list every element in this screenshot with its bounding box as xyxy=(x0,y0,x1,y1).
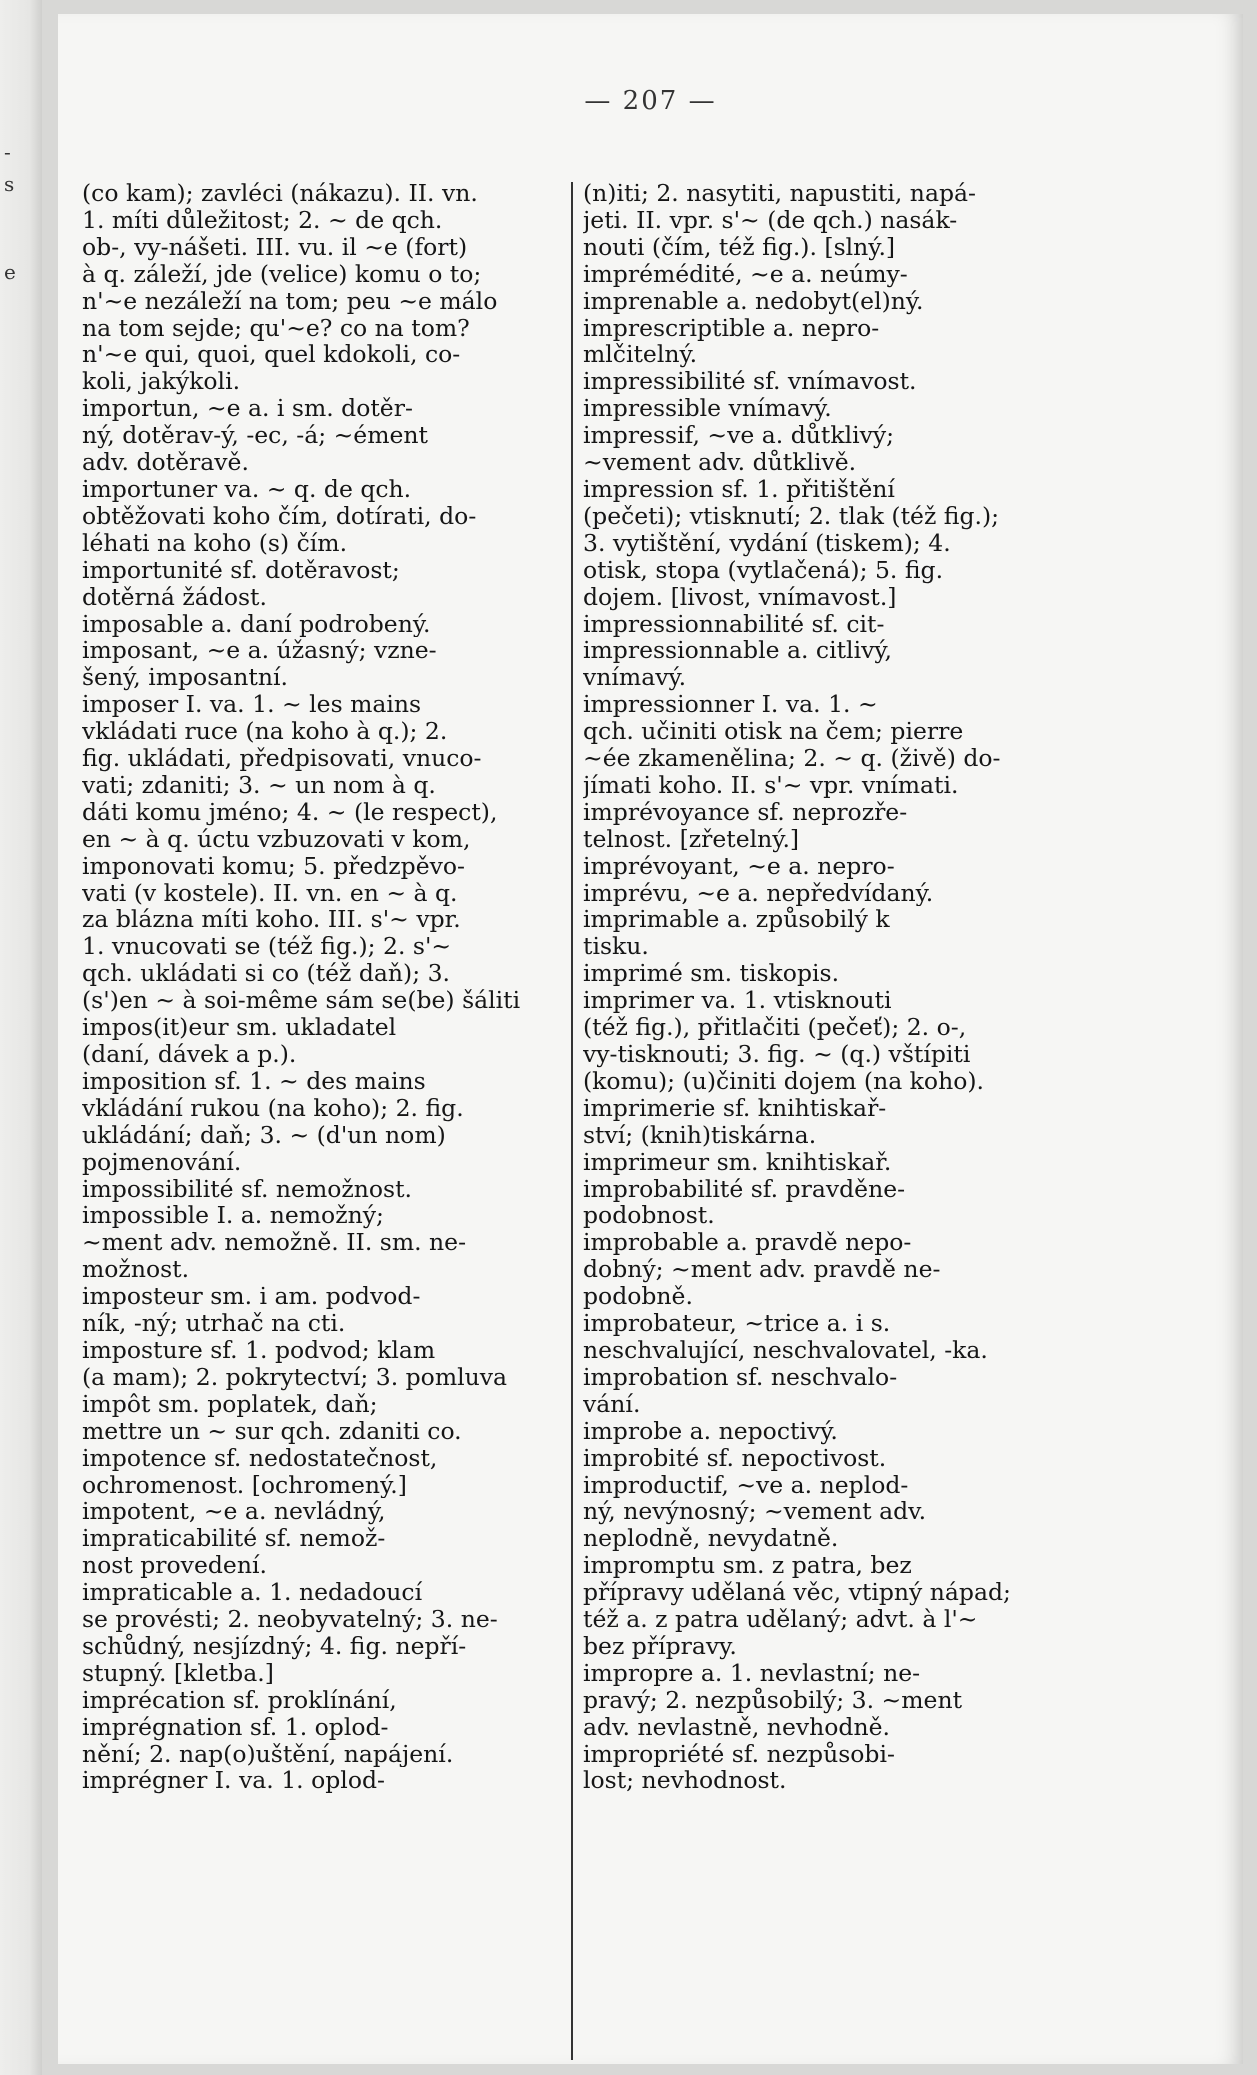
dictionary-line: dojem. [livost, vnímavost.] xyxy=(583,583,897,611)
dictionary-line: qch. ukládati si co (též daň); 3. xyxy=(82,960,451,988)
dictionary-page xyxy=(58,14,1243,2064)
dictionary-line: imponovati komu; 5. předzpěvo- xyxy=(82,852,465,880)
dictionary-line: dobný; ~ment adv. pravdě ne- xyxy=(583,1256,941,1284)
dictionary-line: vnímavý. xyxy=(583,664,687,692)
dictionary-line: impression sf. 1. přitištění xyxy=(583,475,895,503)
dictionary-line: improbité sf. nepoctivost. xyxy=(583,1444,887,1472)
right-column xyxy=(583,180,1047,1794)
edge-character: - xyxy=(4,140,11,164)
dictionary-line: impromptu sm. z patra, bez xyxy=(583,1552,912,1580)
dictionary-line: impropre a. 1. nevlastní; ne- xyxy=(583,1659,921,1687)
dictionary-line: (též fig.), přitlačiti (pečeť); 2. o-, xyxy=(583,1014,967,1041)
dictionary-line: za blázna míti koho. III. s'~ vpr. xyxy=(82,906,461,934)
dictionary-line: impressionnable a. citlivý, xyxy=(583,637,892,665)
dictionary-line: ob-, vy-nášeti. III. vu. il ~e (fort) xyxy=(82,233,468,261)
dictionary-line: ný, dotěrav-ý, -ec, -á; ~ément xyxy=(82,422,428,450)
dictionary-line: (a mam); 2. pokrytectví; 3. pomluva xyxy=(82,1363,508,1391)
dictionary-line: imprémédité, ~e a. neúmy- xyxy=(583,260,908,288)
dictionary-line: imprécation sf. proklínání, xyxy=(82,1686,397,1714)
dictionary-line: impraticable a. 1. nedadoucí xyxy=(82,1579,423,1607)
dictionary-line: improbabilité sf. pravděne- xyxy=(583,1175,906,1203)
dictionary-line: možnost. xyxy=(82,1256,190,1284)
dictionary-line: neplodně, nevydatně. xyxy=(583,1525,839,1553)
dictionary-line: en ~ à q. úctu vzbuzovati v kom, xyxy=(82,825,471,853)
dictionary-line: imprenable a. nedobyt(el)ný. xyxy=(583,287,924,315)
dictionary-line: impotence sf. nedostatečnost, xyxy=(82,1444,438,1472)
dictionary-line: imprescriptible a. nepro- xyxy=(583,314,880,342)
dictionary-line: vkládání rukou (na koho); 2. fig. xyxy=(82,1094,464,1122)
dictionary-line: otisk, stopa (vytlačená); 5. fig. xyxy=(583,556,944,584)
dictionary-line: imprévoyance sf. neprozře- xyxy=(583,798,908,826)
dictionary-line: pojmenování. xyxy=(82,1148,242,1176)
dictionary-line: na tom sejde; qu'~e? co na tom? xyxy=(82,314,470,342)
dictionary-line: imprimerie sf. knihtiskař- xyxy=(583,1094,887,1122)
dictionary-line: (n)iti; 2. nasytiti, napustiti, napá- xyxy=(583,180,976,207)
dictionary-line: ~vement adv. důtklivě. xyxy=(583,449,857,476)
left-column xyxy=(82,180,546,1794)
dictionary-line: improbable a. pravdě nepo- xyxy=(583,1229,912,1257)
dictionary-line: impressif, ~ve a. důtklivý; xyxy=(583,422,895,450)
dictionary-line: 1. míti důležitost; 2. ~ de qch. xyxy=(82,206,443,234)
dictionary-line: improbe a. nepoctivý. xyxy=(583,1417,838,1445)
dictionary-line: imprimé sm. tiskopis. xyxy=(583,960,840,988)
dictionary-line: vati (v kostele). II. vn. en ~ à q. xyxy=(82,879,458,907)
dictionary-line: imposition sf. 1. ~ des mains xyxy=(82,1067,426,1095)
dictionary-line: imprévu, ~e a. nepředvídaný. xyxy=(583,879,934,907)
dictionary-line: stupný. [kletba.] xyxy=(82,1659,274,1687)
page-number: — 207 — xyxy=(584,86,717,116)
dictionary-line: improductif, ~ve a. neplod- xyxy=(583,1471,909,1499)
dictionary-line: imprimable a. způsobilý k xyxy=(583,906,890,934)
dictionary-line: ný, nevýnosný; ~vement adv. xyxy=(583,1498,927,1526)
dictionary-line: impressionner I. va. 1. ~ xyxy=(583,691,878,719)
dictionary-line: improbateur, ~trice a. i s. xyxy=(583,1310,891,1337)
dictionary-line: imprégner I. va. 1. oplod- xyxy=(82,1767,385,1795)
dictionary-line: impropriété sf. nezpůsobi- xyxy=(583,1740,895,1768)
dictionary-line: impossibilité sf. nemožnost. xyxy=(82,1175,413,1203)
column-divider xyxy=(571,182,573,2060)
dictionary-line: imposture sf. 1. podvod; klam xyxy=(82,1336,436,1364)
dictionary-line: vati; zdaniti; 3. ~ un nom à q. xyxy=(82,771,436,799)
dictionary-line: imprimer va. 1. vtisknouti xyxy=(583,987,892,1015)
dictionary-line: vy-tisknouti; 3. fig. ~ (q.) vštípiti xyxy=(583,1041,971,1068)
dictionary-line: šený, imposantní. xyxy=(82,664,288,692)
dictionary-line: podobnost. xyxy=(583,1202,715,1230)
dictionary-line: jímati koho. II. s'~ vpr. vnímati. xyxy=(583,771,959,799)
dictionary-line: léhati na koho (s) čím. xyxy=(82,529,348,557)
dictionary-line: adv. nevlastně, nevhodně. xyxy=(583,1713,890,1741)
dictionary-line: se provésti; 2. neobyvatelný; 3. ne- xyxy=(82,1606,498,1633)
dictionary-line: schůdný, nesjízdný; 4. fig. nepří- xyxy=(82,1632,467,1660)
dictionary-line: improbation sf. neschvalo- xyxy=(583,1363,898,1391)
dictionary-line: nouti (čím, též fig.). [slný.] xyxy=(583,233,896,261)
dictionary-line: ukládání; daň; 3. ~ (d'un nom) xyxy=(82,1121,446,1149)
dictionary-line: koli, jakýkoli. xyxy=(82,368,241,396)
dictionary-line: dáti komu jméno; 4. ~ (le respect), xyxy=(82,798,498,826)
dictionary-line: (s')en ~ à soi-même sám se(be) šáliti xyxy=(82,987,521,1015)
dictionary-line: imposer I. va. 1. ~ les mains xyxy=(82,691,422,719)
dictionary-line: mlčitelný. xyxy=(583,341,698,369)
edge-character: e xyxy=(4,260,16,284)
dictionary-line: přípravy udělaná věc, vtipný nápad; xyxy=(583,1579,1011,1607)
dictionary-line: (co kam); zavléci (nákazu). II. vn. xyxy=(82,180,478,207)
dictionary-line: n'~e nezáleží na tom; peu ~e málo xyxy=(82,287,498,315)
dictionary-line: impraticabilité sf. nemož- xyxy=(82,1525,386,1553)
dictionary-line: qch. učiniti otisk na čem; pierre xyxy=(583,718,964,746)
dictionary-line: dotěrná žádost. xyxy=(82,583,267,611)
dictionary-line: importun, ~e a. i sm. dotěr- xyxy=(82,395,413,423)
dictionary-line: tisku. xyxy=(583,933,649,961)
dictionary-line: ství; (knih)tiskárna. xyxy=(583,1121,817,1149)
dictionary-line: imprégnation sf. 1. oplod- xyxy=(82,1713,389,1741)
dictionary-line: impotent, ~e a. nevládný, xyxy=(82,1498,386,1526)
dictionary-line: vání. xyxy=(583,1390,641,1418)
dictionary-line: ~ée zkamenělina; 2. ~ q. (živě) do- xyxy=(583,745,1001,772)
dictionary-line: neschvalující, neschvalovatel, -ka. xyxy=(583,1336,988,1364)
dictionary-line: vkládati ruce (na koho à q.); 2. xyxy=(82,718,448,746)
dictionary-line: jeti. II. vpr. s'~ (de qch.) nasák- xyxy=(583,206,958,234)
dictionary-line: ochromenost. [ochromený.] xyxy=(82,1471,407,1499)
dictionary-line: imposteur sm. i am. podvod- xyxy=(82,1283,421,1311)
dictionary-line: n'~e qui, quoi, quel kdokoli, co- xyxy=(82,341,461,369)
dictionary-line: imposant, ~e a. úžasný; vzne- xyxy=(82,637,437,665)
dictionary-line: podobně. xyxy=(583,1283,693,1311)
dictionary-line: lost; nevhodnost. xyxy=(583,1767,787,1795)
dictionary-line: bez přípravy. xyxy=(583,1632,737,1660)
dictionary-line: imprévoyant, ~e a. nepro- xyxy=(583,852,895,880)
dictionary-line: impos(it)eur sm. ukladatel xyxy=(82,1014,397,1041)
previous-page-edge xyxy=(0,0,42,2075)
dictionary-line: (daní, dávek a p.). xyxy=(82,1041,297,1068)
dictionary-line: impôt sm. poplatek, daň; xyxy=(82,1390,378,1418)
dictionary-line: adv. dotěravě. xyxy=(82,449,249,476)
dictionary-line: (komu); (u)činiti dojem (na koho). xyxy=(583,1067,984,1095)
dictionary-line: telnost. [zřetelný.] xyxy=(583,825,800,853)
dictionary-line: importuner va. ~ q. de qch. xyxy=(82,475,412,503)
dictionary-line: impressionnabilité sf. cit- xyxy=(583,610,885,638)
dictionary-line: imprimeur sm. knihtiskař. xyxy=(583,1148,892,1176)
dictionary-line: ~ment adv. nemožně. II. sm. ne- xyxy=(82,1229,467,1257)
dictionary-line: importunité sf. dotěravost; xyxy=(82,556,400,584)
dictionary-line: mettre un ~ sur qch. zdaniti co. xyxy=(82,1417,462,1445)
dictionary-line: 1. vnucovati se (též fig.); 2. s'~ xyxy=(82,933,452,961)
dictionary-line: pravý; 2. nezpůsobilý; 3. ~ment xyxy=(583,1686,963,1714)
dictionary-line: nění; 2. nap(o)uštění, napájení. xyxy=(82,1740,454,1768)
dictionary-line: impressibilité sf. vnímavost. xyxy=(583,368,917,396)
dictionary-line: imposable a. daní podrobený. xyxy=(82,610,431,638)
dictionary-line: též a. z patra udělaný; advt. à l'~ xyxy=(583,1606,978,1633)
edge-character: s xyxy=(4,172,15,196)
dictionary-line: ník, -ný; utrhač na cti. xyxy=(82,1310,346,1337)
dictionary-line: (pečeti); vtisknutí; 2. tlak (též fig.); xyxy=(583,502,1000,530)
dictionary-line: à q. záleží, jde (velice) komu o to; xyxy=(82,260,482,288)
dictionary-line: nost provedení. xyxy=(82,1552,267,1580)
dictionary-line: fig. ukládati, předpisovati, vnuco- xyxy=(82,745,482,772)
dictionary-line: impressible vnímavý. xyxy=(583,395,832,423)
dictionary-line: obtěžovati koho čím, dotírati, do- xyxy=(82,502,477,530)
dictionary-line: impossible I. a. nemožný; xyxy=(82,1202,384,1230)
dictionary-line: 3. vytištění, vydání (tiskem); 4. xyxy=(583,529,951,557)
